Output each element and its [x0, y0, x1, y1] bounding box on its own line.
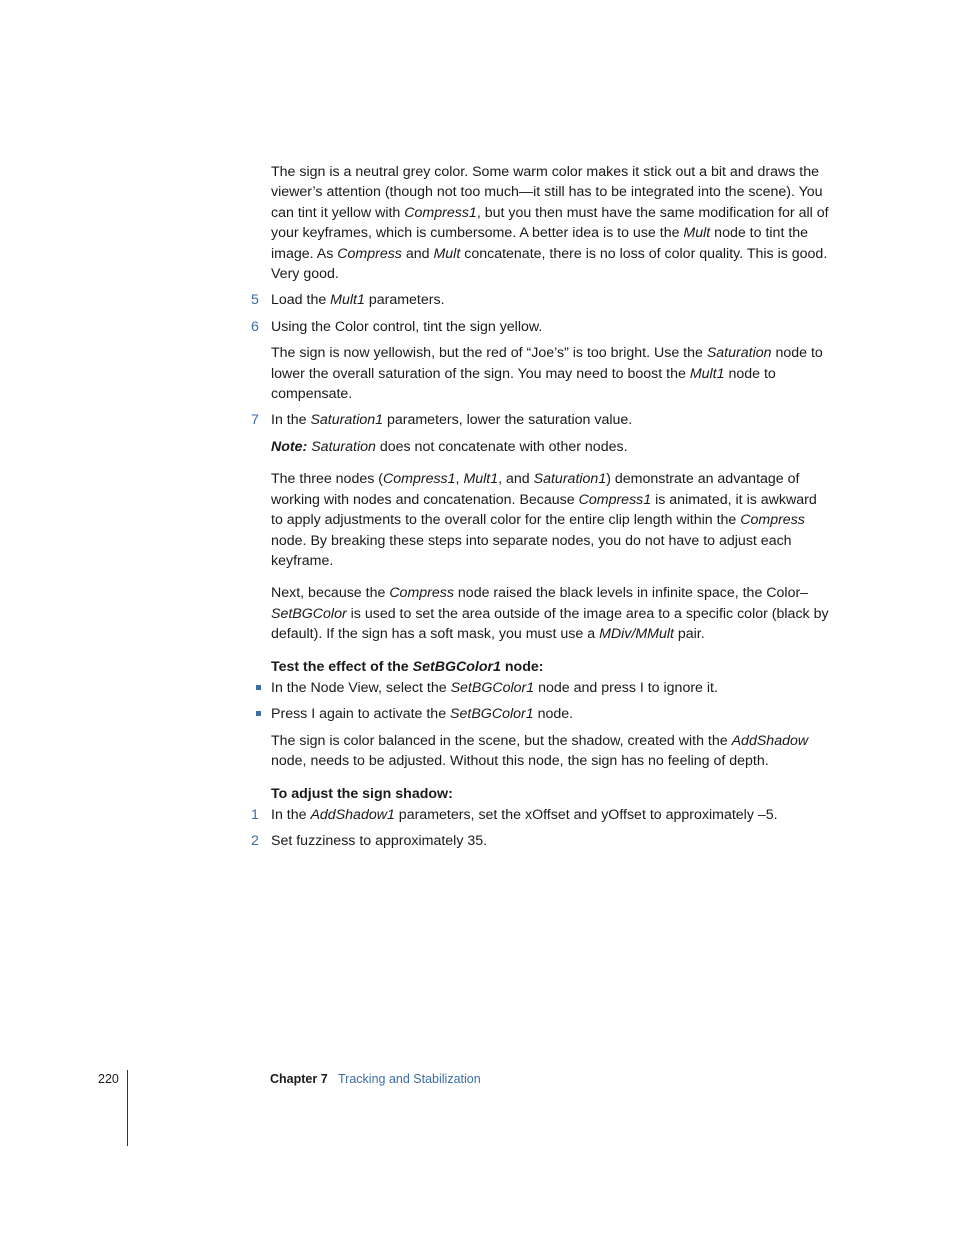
step-5: 5 Load the Mult1 parameters. — [271, 290, 831, 310]
bullet-square-icon — [256, 711, 261, 716]
step-6: 6 Using the Color control, tint the sign yellow. — [271, 317, 831, 337]
step-number: 1 — [251, 806, 259, 823]
paragraph-setbgcolor: Next, because the Compress node raised the black levels in infinite space, the Color–SetBGColor is used to set the area outside of the image area to a specific color (black by default). If the sign has a soft mask, you must use a MDiv/MMult pair. — [271, 585, 829, 643]
bullet-square-icon — [256, 685, 261, 690]
footer-divider — [127, 1070, 128, 1146]
paragraph-shadow: The sign is color balanced in the scene, but the shadow, created with the AddShadow node, needs to be adjusted. Without this node, the sign has no feeling of depth. — [271, 732, 809, 770]
step-2: 2 Set fuzziness to approximately 35. — [271, 831, 831, 851]
page-number: 220 — [98, 1072, 119, 1086]
page-body — [251, 162, 831, 858]
bullet-item: In the Node View, select the SetBGColor1 node and press I to ignore it. — [271, 678, 831, 698]
paragraph-intro: The sign is a neutral grey color. Some warm color makes it stick out a bit and draws the viewer’s attention (though not too much—it still has to be integrated into the scene). You can tint it yellow with Compress1, but you then must have the same modification for all of your keyframes, which is cumbersome. A better idea is to use the Mult node to tint the image. As Compress and Mult concatenate, there is no loss of color quality. This is good. Very good. — [271, 164, 829, 283]
task-heading-setbgcolor: Test the effect of the SetBGColor1 node: — [271, 658, 544, 675]
step-number: 5 — [251, 292, 259, 309]
step-1: 1 In the AddShadow1 parameters, set the xOffset and yOffset to approximately –5. — [271, 805, 831, 825]
note-label: Note: — [271, 438, 308, 455]
step-number: 2 — [251, 833, 259, 850]
paragraph-saturation: The sign is now yellowish, but the red of “Joe’s” is too bright. Use the Saturation node to lower the overall saturation of the sign. You may need to boost the Mult1 node to compensate. — [271, 345, 823, 403]
footer-chapter-title: Tracking and Stabilization — [338, 1072, 481, 1086]
step-number: 6 — [251, 318, 259, 335]
step-7: 7 In the Saturation1 parameters, lower the saturation value. — [271, 410, 831, 430]
note: Note: Saturation does not concatenate with other nodes. — [271, 438, 628, 455]
footer-chapter: Chapter 7 — [270, 1072, 328, 1086]
task-heading-shadow: To adjust the sign shadow: — [271, 785, 453, 802]
step-number: 7 — [251, 412, 259, 429]
paragraph-concatenation: The three nodes (Compress1, Mult1, and Saturation1) demonstrate an advantage of working with nodes and concatenation. Because Compress1 is animated, it is awkward to apply adjustments to the overall color for the entire clip length within the Compress node. By breaking these steps into separate nodes, you do not have to adjust each keyframe. — [271, 471, 817, 569]
bullet-item: Press I again to activate the SetBGColor1 node. — [271, 704, 831, 724]
